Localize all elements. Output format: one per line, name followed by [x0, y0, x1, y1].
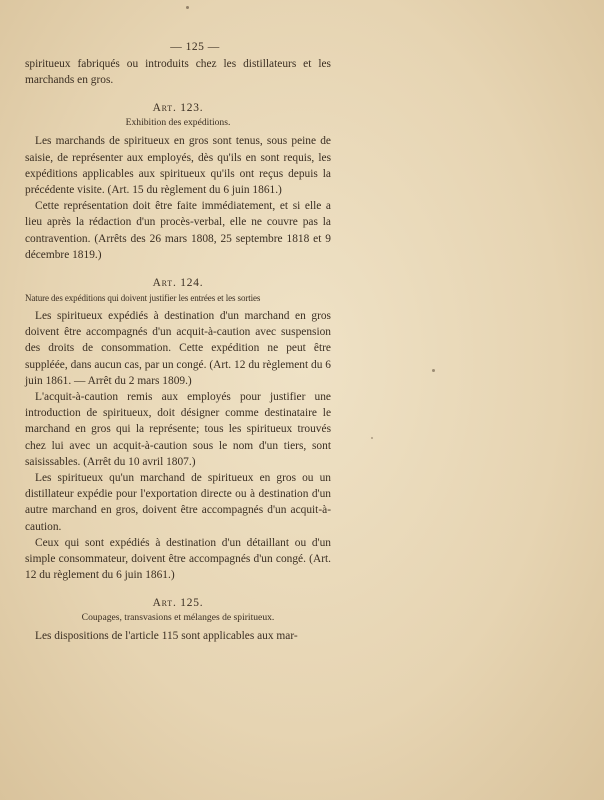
paper-spot — [186, 6, 189, 9]
article-heading: Art. 124. — [152, 277, 204, 290]
article-123 — [25, 100, 331, 263]
article-subtitle: Coupages, transvasions et mélanges de spiritueux. — [81, 612, 275, 624]
article-paragraph: Cette représentation doit être faite immédiatement, et si elle a lieu après la rédaction d'un procès-verbal, elle ne couvre pas la contravention. (Arrêts des 26 mars 1808, 25 septembre 1818 et 9 décembre 1819.) — [25, 200, 331, 261]
article-paragraph: Ceux qui sont expédiés à destination d'un détaillant ou d'un simple consommateur, doivent être accompagnés d'un congé. (Art. 12 du règlement du 6 juin 1861.) — [25, 536, 331, 582]
article-heading: Art. 125. — [152, 597, 204, 610]
text-column — [25, 38, 331, 645]
paper-spot — [432, 369, 435, 372]
article-paragraph: Les spiritueux qu'un marchand de spiritueux en gros ou un distillateur expédie pour l'exportation directe ou à destination d'un autre marchand en gros, doivent être accompagnés d'un acquit-à-caution. — [25, 472, 331, 533]
article-subtitle: Nature des expéditions qui doivent justifier les entrées et les sorties — [25, 293, 261, 304]
article-subtitle: Exhibition des expéditions. — [125, 117, 231, 129]
article-paragraph: Les dispositions de l'article 115 sont applicables aux mar- — [35, 630, 298, 643]
paper-spot — [371, 437, 373, 439]
article-paragraph: Les marchands de spiritueux en gros sont tenus, sous peine de saisie, de représenter aux employés, dès qu'ils en sont requis, les expéditions applicables aux spiritueux qu'ils ont reçus depuis la précédente visite. (Art. 15 du règlement du 6 juin 1861.) — [25, 135, 331, 197]
opening-paragraph: spiritueux fabriqués ou introduits chez les distillateurs et les marchands en gros. — [25, 58, 331, 87]
article-heading: Art. 123. — [152, 102, 204, 115]
article-124 — [25, 275, 331, 583]
article-125 — [25, 595, 331, 644]
article-paragraph: L'acquit-à-caution remis aux employés pour justifier une introduction de spiritueux, doit désigner comme destinataire le marchand en gros qui la représente; tous les spiritueux trouvés chez lui avec un acquit-à-caution sous le nom d'un tiers, sont saisissables. (Arrêt du 10 avril 1807.) — [25, 391, 331, 468]
page-number: — 125 — — [170, 41, 220, 53]
article-paragraph: Les spiritueux expédiés à destination d'un marchand en gros doivent être accompagnés d'un acquit-à-caution avec suspension des droits de consommation. Cette expédition ne peut être suppléée, dans aucun cas, par un congé. (Art. 12 du règlement du 6 juin 1861. — Arrêt du 2 mars 1809.) — [25, 310, 331, 387]
